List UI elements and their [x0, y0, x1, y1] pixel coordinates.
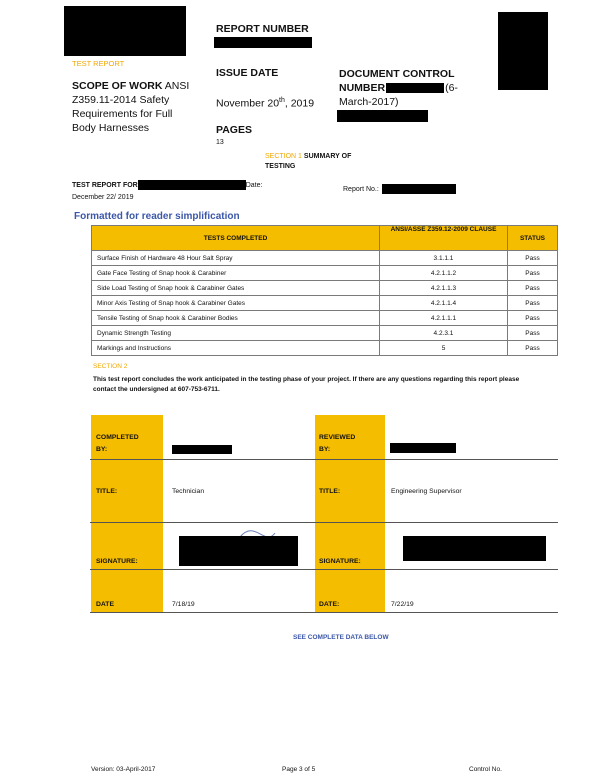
- test-name: Side Load Testing of Snap hook & Carabiner Gates: [92, 281, 380, 296]
- header-status: STATUS: [508, 226, 558, 251]
- redacted-reviewed-by: [390, 443, 456, 453]
- reviewed-date-value: 7/22/19: [391, 601, 414, 608]
- test-name: Surface Finish of Hardware 48 Hour Salt Spray: [92, 251, 380, 266]
- reviewed-signature-label: SIGNATURE:: [319, 558, 361, 565]
- pages-value: 13: [216, 139, 224, 146]
- completed-title-value: Technician: [172, 488, 205, 495]
- test-clause: 4.2.1.1.2: [380, 266, 508, 281]
- document-control: DOCUMENT CONTROL NUMBER (6- March-2017): [339, 68, 458, 108]
- redacted-logo: [64, 6, 186, 56]
- report-number-label: REPORT NUMBER: [216, 23, 309, 35]
- test-status: Pass: [508, 281, 558, 296]
- tests-table: [91, 225, 558, 356]
- test-clause: 5: [380, 341, 508, 356]
- footer-control-number: Control No.: [469, 766, 502, 773]
- section2-text: This test report concludes the work anticipated in the testing phase of your project. If there are any questions regarding this report please contact the undersigned at 607-753-6711.: [93, 376, 520, 393]
- redacted-report-no: [382, 184, 456, 194]
- table-row: [92, 296, 558, 311]
- test-status: Pass: [508, 341, 558, 356]
- redacted-client: [138, 180, 246, 190]
- reviewed-title-value: Engineering Supervisor: [391, 488, 462, 495]
- reviewed-date-label: DATE:: [319, 601, 340, 608]
- table-header-row: [92, 226, 558, 251]
- test-status: Pass: [508, 311, 558, 326]
- test-name: Dynamic Strength Testing: [92, 326, 380, 341]
- test-name: Gate Face Testing of Snap hook & Carabiner: [92, 266, 380, 281]
- report-date: December 22/ 2019: [72, 194, 134, 201]
- divider: [90, 522, 558, 523]
- test-name: Minor Axis Testing of Snap hook & Carabiner Gates: [92, 296, 380, 311]
- footer-page-number: Page 3 of 5: [282, 766, 316, 773]
- redacted-doc-control: [386, 83, 444, 93]
- section2-label: SECTION 2: [93, 363, 128, 370]
- test-status: Pass: [508, 296, 558, 311]
- table-row: [92, 281, 558, 296]
- table-row: [92, 266, 558, 281]
- logo-subtitle: TEST REPORT: [72, 59, 125, 68]
- test-report-for: TEST REPORT FOR Date: December 22/ 2019: [72, 180, 262, 204]
- section1-heading: SECTION 1 SUMMARY OF TESTING: [265, 153, 352, 170]
- divider: [90, 459, 558, 460]
- redacted-report-number: [214, 37, 312, 48]
- issue-date-label: ISSUE DATE: [216, 67, 279, 79]
- redacted-reviewed-signature: [403, 536, 546, 561]
- completed-date-value: 7/18/19: [172, 601, 195, 608]
- test-status: Pass: [508, 251, 558, 266]
- scope-of-work: SCOPE OF WORK ANSI Z359.11-2014 Safety Requirements for Full Body Harnesses: [72, 80, 190, 134]
- issue-date-value: November 20th, 2019: [216, 97, 315, 110]
- header-clause: ANSI/ASSE Z359.12-2009 CLAUSE: [380, 226, 508, 251]
- test-clause: 3.1.1.1: [380, 251, 508, 266]
- reviewed-title-label: TITLE:: [319, 488, 341, 495]
- redacted-completed-signature: [179, 536, 298, 566]
- reviewed-by-label: REVIEWED BY:: [319, 434, 356, 453]
- test-clause: 4.2.1.1.1: [380, 311, 508, 326]
- test-status: Pass: [508, 326, 558, 341]
- table-row: [92, 251, 558, 266]
- redacted-completed-by: [172, 445, 232, 454]
- pages-label: PAGES: [216, 124, 252, 136]
- test-status: Pass: [508, 266, 558, 281]
- header-tests-completed: TESTS COMPLETED: [92, 226, 380, 251]
- test-clause: 4.2.1.1.3: [380, 281, 508, 296]
- table-row: [92, 326, 558, 341]
- test-clause: 4.2.1.1.4: [380, 296, 508, 311]
- divider: [90, 612, 558, 613]
- completed-signature-label: SIGNATURE:: [96, 558, 138, 565]
- completed-date-label: DATE: [96, 601, 114, 608]
- table-row: [92, 341, 558, 356]
- report-no: Report No.:: [343, 184, 456, 194]
- redacted-doc-control-extra: [337, 110, 428, 122]
- divider: [90, 569, 558, 570]
- test-name: Tensile Testing of Snap hook & Carabiner Bodies: [92, 311, 380, 326]
- table-row: [92, 311, 558, 326]
- test-clause: 4.2.3.1: [380, 326, 508, 341]
- completed-title-label: TITLE:: [96, 488, 118, 495]
- footer-version: Version: 03-April-2017: [91, 766, 156, 773]
- completed-by-label: COMPLETED BY:: [96, 434, 139, 453]
- test-name: Markings and Instructions: [92, 341, 380, 356]
- reader-note: Formatted for reader simplification: [74, 211, 240, 222]
- redacted-corner-mark: [498, 12, 548, 90]
- see-complete-data-link[interactable]: SEE COMPLETE DATA BELOW: [293, 634, 389, 641]
